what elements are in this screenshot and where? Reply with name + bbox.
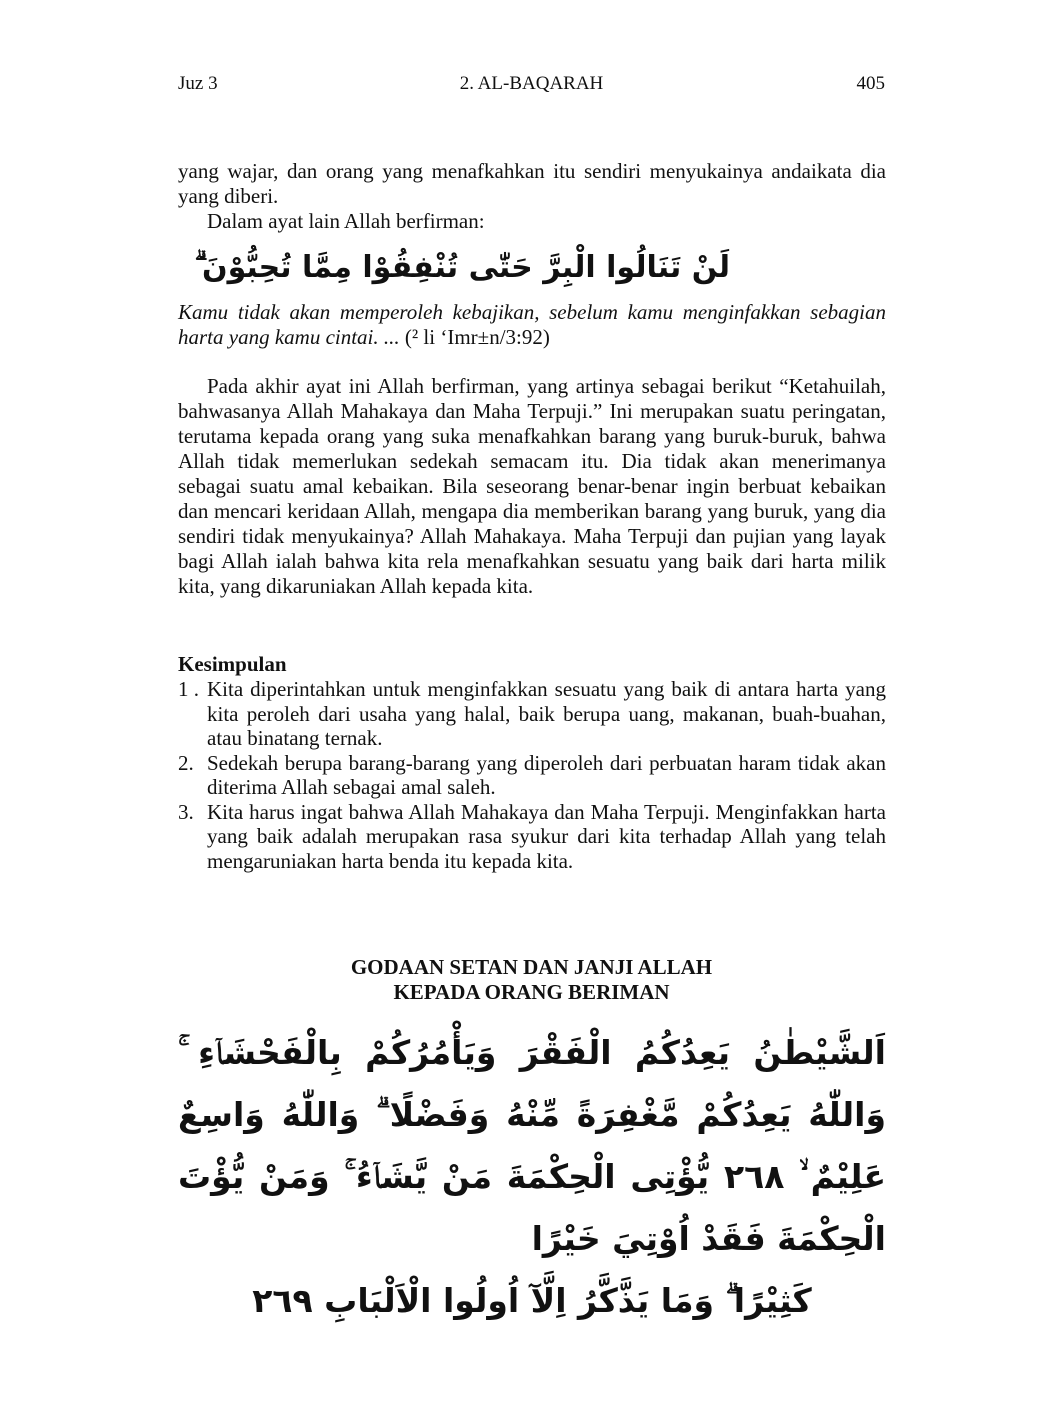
arabic-verse-ali-imran-92: لَنْ تَنَالُوا الْبِرَّ حَتّٰى تُنْفِقُوْا مِمَّا تُحِبُّوْنَ ۗ (194, 250, 730, 285)
paragraph-1 (178, 159, 886, 234)
list-item-text: Kita harus ingat bahwa Allah Mahakaya dan Maha Terpuji. Menginfakkan harta yang baik adalah merupakan rasa syukur dari kita terhadap Allah yang telah mengaruniakan harta benda itu kepada kita. (207, 799, 886, 873)
list-item (178, 677, 886, 751)
list-item-number: 1 . (178, 677, 199, 701)
paragraph-1-continuation: yang wajar, dan orang yang menafkahkan itu sendiri menyukainya andaikata dia yang diberi. (178, 159, 886, 208)
header-juz: Juz 3 (178, 73, 218, 94)
list-item (178, 751, 886, 800)
paragraph-2: Pada akhir ayat ini Allah berfirman, yang artinya sebagai berikut “Ketahuilah, bahwasanya Allah Mahakaya dan Maha Terpuji.” Ini merupakan suatu peringatan, terutama kepada orang yang suka menafkahkan barang yang buruk-buruk, bahwa Allah tidak memerlukan sedekah semacam itu. Dia tidak akan menerimanya sebagai suatu amal kebaikan. Bila seseorang benar-benar ingin berbuat kebaikan dan mencari keridaan Allah, mengapa dia memberikan barang yang buruk, yang dia sendiri tidak menyukainya? Allah Mahakaya. Maha Terpuji dan pujian yang layak bagi Allah ialah bahwa kita rela menafkahkan sesuatu yang baik dari harta milik kita, yang dikaruniakan Allah kepada kita. (178, 374, 886, 598)
paragraph-1-intro: Dalam ayat lain Allah berfirman: (207, 209, 485, 233)
list-item-number: 2. (178, 750, 194, 775)
list-item-text: Kita diperintahkan untuk menginfakkan sesuatu yang baik di antara harta yang kita peroleh dari usaha yang halal, baik berupa uang, makanan, buah-buahan, atau binatang ternak. (207, 677, 886, 750)
header-page-number: 405 (856, 73, 885, 94)
list-item-text: Sedekah berupa barang-barang yang diperoleh dari perbuatan haram tidak akan diterima Allah sebagai amal saleh. (207, 750, 886, 799)
section-title (0, 955, 1063, 1005)
kesimpulan-list (178, 677, 886, 873)
section-title-line-1: GODAAN SETAN DAN JANJI ALLAH (350, 955, 713, 979)
header-surah: 2. AL-BAQARAH (459, 73, 604, 94)
translation-text: Kamu tidak akan memperoleh kebajikan, sebelum kamu menginfakkan sebagian harta yang kamu cintai. ... (178, 300, 886, 349)
translation-citation: (² li ‘Imr±n/3:92) (404, 325, 550, 349)
arabic-verse-al-baqarah-268-269 (178, 1022, 886, 1320)
verse-translation (178, 300, 886, 350)
arabic-verse-main: اَلشَّيْطٰنُ يَعِدُكُمُ الْفَقْرَ وَيَأْمُرُكُمْ بِالْفَحْشَاۤءِ ۚ وَاللّٰهُ يَعِدُكُمْ مَّغْفِرَةً مِّنْهُ وَفَضْلًا ۗ وَاللّٰهُ وَاسِعٌ عَلِيْمٌ ۙ ٢٦٨ يُّؤْتِى الْحِكْمَةَ مَنْ يَّشَاۤءُ ۚ وَمَنْ يُّؤْتَ الْحِكْمَةَ فَقَدْ اُوْتِيَ خَيْرًا (178, 1033, 886, 1258)
arabic-verse-last-line: كَثِيْرًا ۗ وَمَا يَذَّكَّرُ اِلَّآ اُولُوا الْاَلْبَابِ ٢٦٩ (252, 1281, 812, 1320)
list-item-number: 3. (178, 799, 194, 824)
kesimpulan-heading: Kesimpulan (178, 652, 287, 676)
list-item (178, 800, 886, 874)
section-title-line-2: KEPADA ORANG BERIMAN (393, 980, 670, 1004)
